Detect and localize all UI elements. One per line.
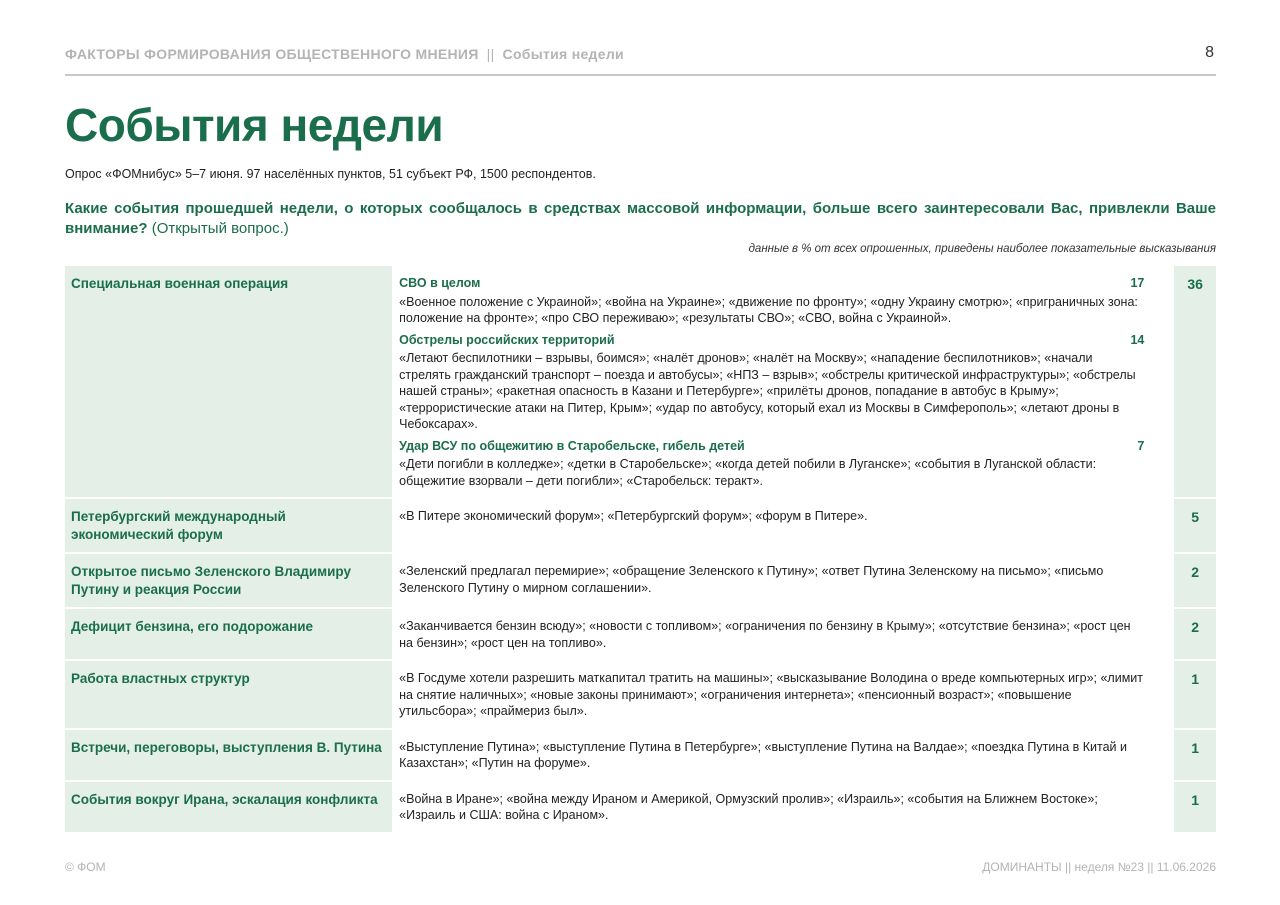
table-row [65,730,1216,782]
section-title: ФАКТОРЫ ФОРМИРОВАНИЯ ОБЩЕСТВЕННОГО МНЕНИЯ [65,46,479,62]
row-topic: Встречи, переговоры, выступления В. Путина [65,730,392,782]
row-value: 2 [1172,554,1216,609]
row-value: 1 [1172,730,1216,782]
row-detail: «В Госдуме хотели разрешить маткапитал тратить на машины»; «высказывание Володина о вреде компьютерных игр»; «лимит на снятие наличных»; «новые законы принимают»; «ограничения интернета»; «пенсионный возраст»; «повышение утильсбора»; «праймериз был». [392,661,1172,730]
row-detail: «Зеленский предлагал перемирие»; «обращение Зеленского к Путину»; «ответ Путина Зеленскому на письмо»; «письмо Зеленского Путину о мирном соглашении». [392,554,1172,609]
subtopic-quotes: «Летают беспилотники – взрывы, боимся»; «налёт дронов»; «налёт на Москву»; «нападение беспилотников»; «начали стрелять гражданский транспорт – поезда и автобусы»; «НПЗ – взрыв»; «обстрелы критической инфраструктуры»; «обстрелы нашей страны»; «ракетная опасность в Казани и Петербурге»; «прилёты дронов, попадание в автобус в Крыму»; «террористические атаки на Питер, Крым»; «удар по автобусу, который ехал из Москвы в Симферополь»; «летают дроны в Чебоксарах». [399,351,1136,431]
subtopic-title: Обстрелы российских территорий [399,332,615,347]
subtopic-value: 14 [1130,332,1145,347]
table-row [65,266,1216,499]
row-detail [392,266,1172,499]
row-topic: Открытое письмо Зеленского Владимиру Путину и реакция России [65,554,392,609]
subtopic [399,438,1144,490]
subtopic-quotes: «Дети погибли в колледже»; «детки в Старобельске»; «когда детей побили в Луганске»; «события в Луганской области: общежитие взорвали – дети погибли»; «Старобельск: теракт». [399,457,1097,488]
row-detail: «Война в Иране»; «война между Ираном и Америкой, Ормузский пролив»; «Израиль»; «события на Ближнем Востоке»; «Израиль и США: война с Ираном». [392,782,1172,834]
subtopic-quotes: «Военное положение с Украиной»; «война на Украине»; «движение по фронту»; «одну Украину смотрю»; «приграничных зона: положение на фронте»; «про СВО переживаю»; «результаты СВО»; «СВО, война с Украиной». [399,294,1138,325]
events-table [65,266,1216,834]
question-text: Какие события прошедшей недели, о которых сообщалось в средствах массовой информации, больше всего заинтересовали Вас, привлекли Ваше внимание? [65,200,1216,237]
row-topic: Работа властных структур [65,661,392,730]
row-value: 1 [1172,661,1216,730]
row-topic: Петербургский международный экономический форум [65,499,392,554]
row-topic: Специальная военная операция [65,266,392,499]
row-detail: «Заканчивается бензин всюду»; «новости с топливом»; «ограничения по бензину в Крыму»; «отсутствие бензина»; «рост цен на бензин»; «рост цен на топливо». [392,609,1172,661]
subtopic-title: Удар ВСУ по общежитию в Старобельске, гибель детей [399,438,745,453]
footer-copyright: © ФОМ [65,860,106,874]
row-value: 36 [1172,266,1216,499]
table-row [65,554,1216,609]
subtopic-header [399,275,1144,292]
row-topic: События вокруг Ирана, эскалация конфликта [65,782,392,834]
survey-info: Опрос «ФОМнибус» 5–7 июня. 97 населённых пунктов, 51 субъект РФ, 1500 респондентов. [65,167,596,181]
table-row [65,609,1216,661]
data-note: данные в % от всех опрошенных, приведены наиболее показательные высказывания [748,243,1216,255]
question-note: (Открытый вопрос.) [151,220,289,237]
table-row [65,661,1216,730]
header-separator: || [486,46,495,62]
table-row [65,782,1216,834]
page-title: События недели [65,99,444,151]
row-value: 2 [1172,609,1216,661]
survey-question [65,199,1216,239]
subtopic-value: 17 [1130,276,1145,290]
footer-publication: ДОМИНАНТЫ || неделя №23 || 11.06.2026 [982,860,1216,874]
page-header [65,44,1216,76]
subtopic [399,332,1144,433]
subtopic-value: 7 [1137,438,1145,453]
row-topic: Дефицит бензина, его подорожание [65,609,392,661]
table-row [65,499,1216,554]
header-section [65,46,624,62]
row-value: 5 [1172,499,1216,554]
subtopic [399,275,1144,327]
row-value: 1 [1172,782,1216,834]
subtopic-header [399,332,1144,349]
subtopic-title: СВО в целом [399,276,481,290]
subtopic-header [399,438,1144,455]
row-detail: «Выступление Путина»; «выступление Путина в Петербурге»; «выступление Путина на Валдае»; «поездка Путина в Китай и Казахстан»; «Путин на форуме». [392,730,1172,782]
row-detail: «В Питере экономический форум»; «Петербургский форум»; «форум в Питере». [392,499,1172,554]
page-number: 8 [1205,44,1214,61]
section-subtitle: События недели [502,46,624,62]
